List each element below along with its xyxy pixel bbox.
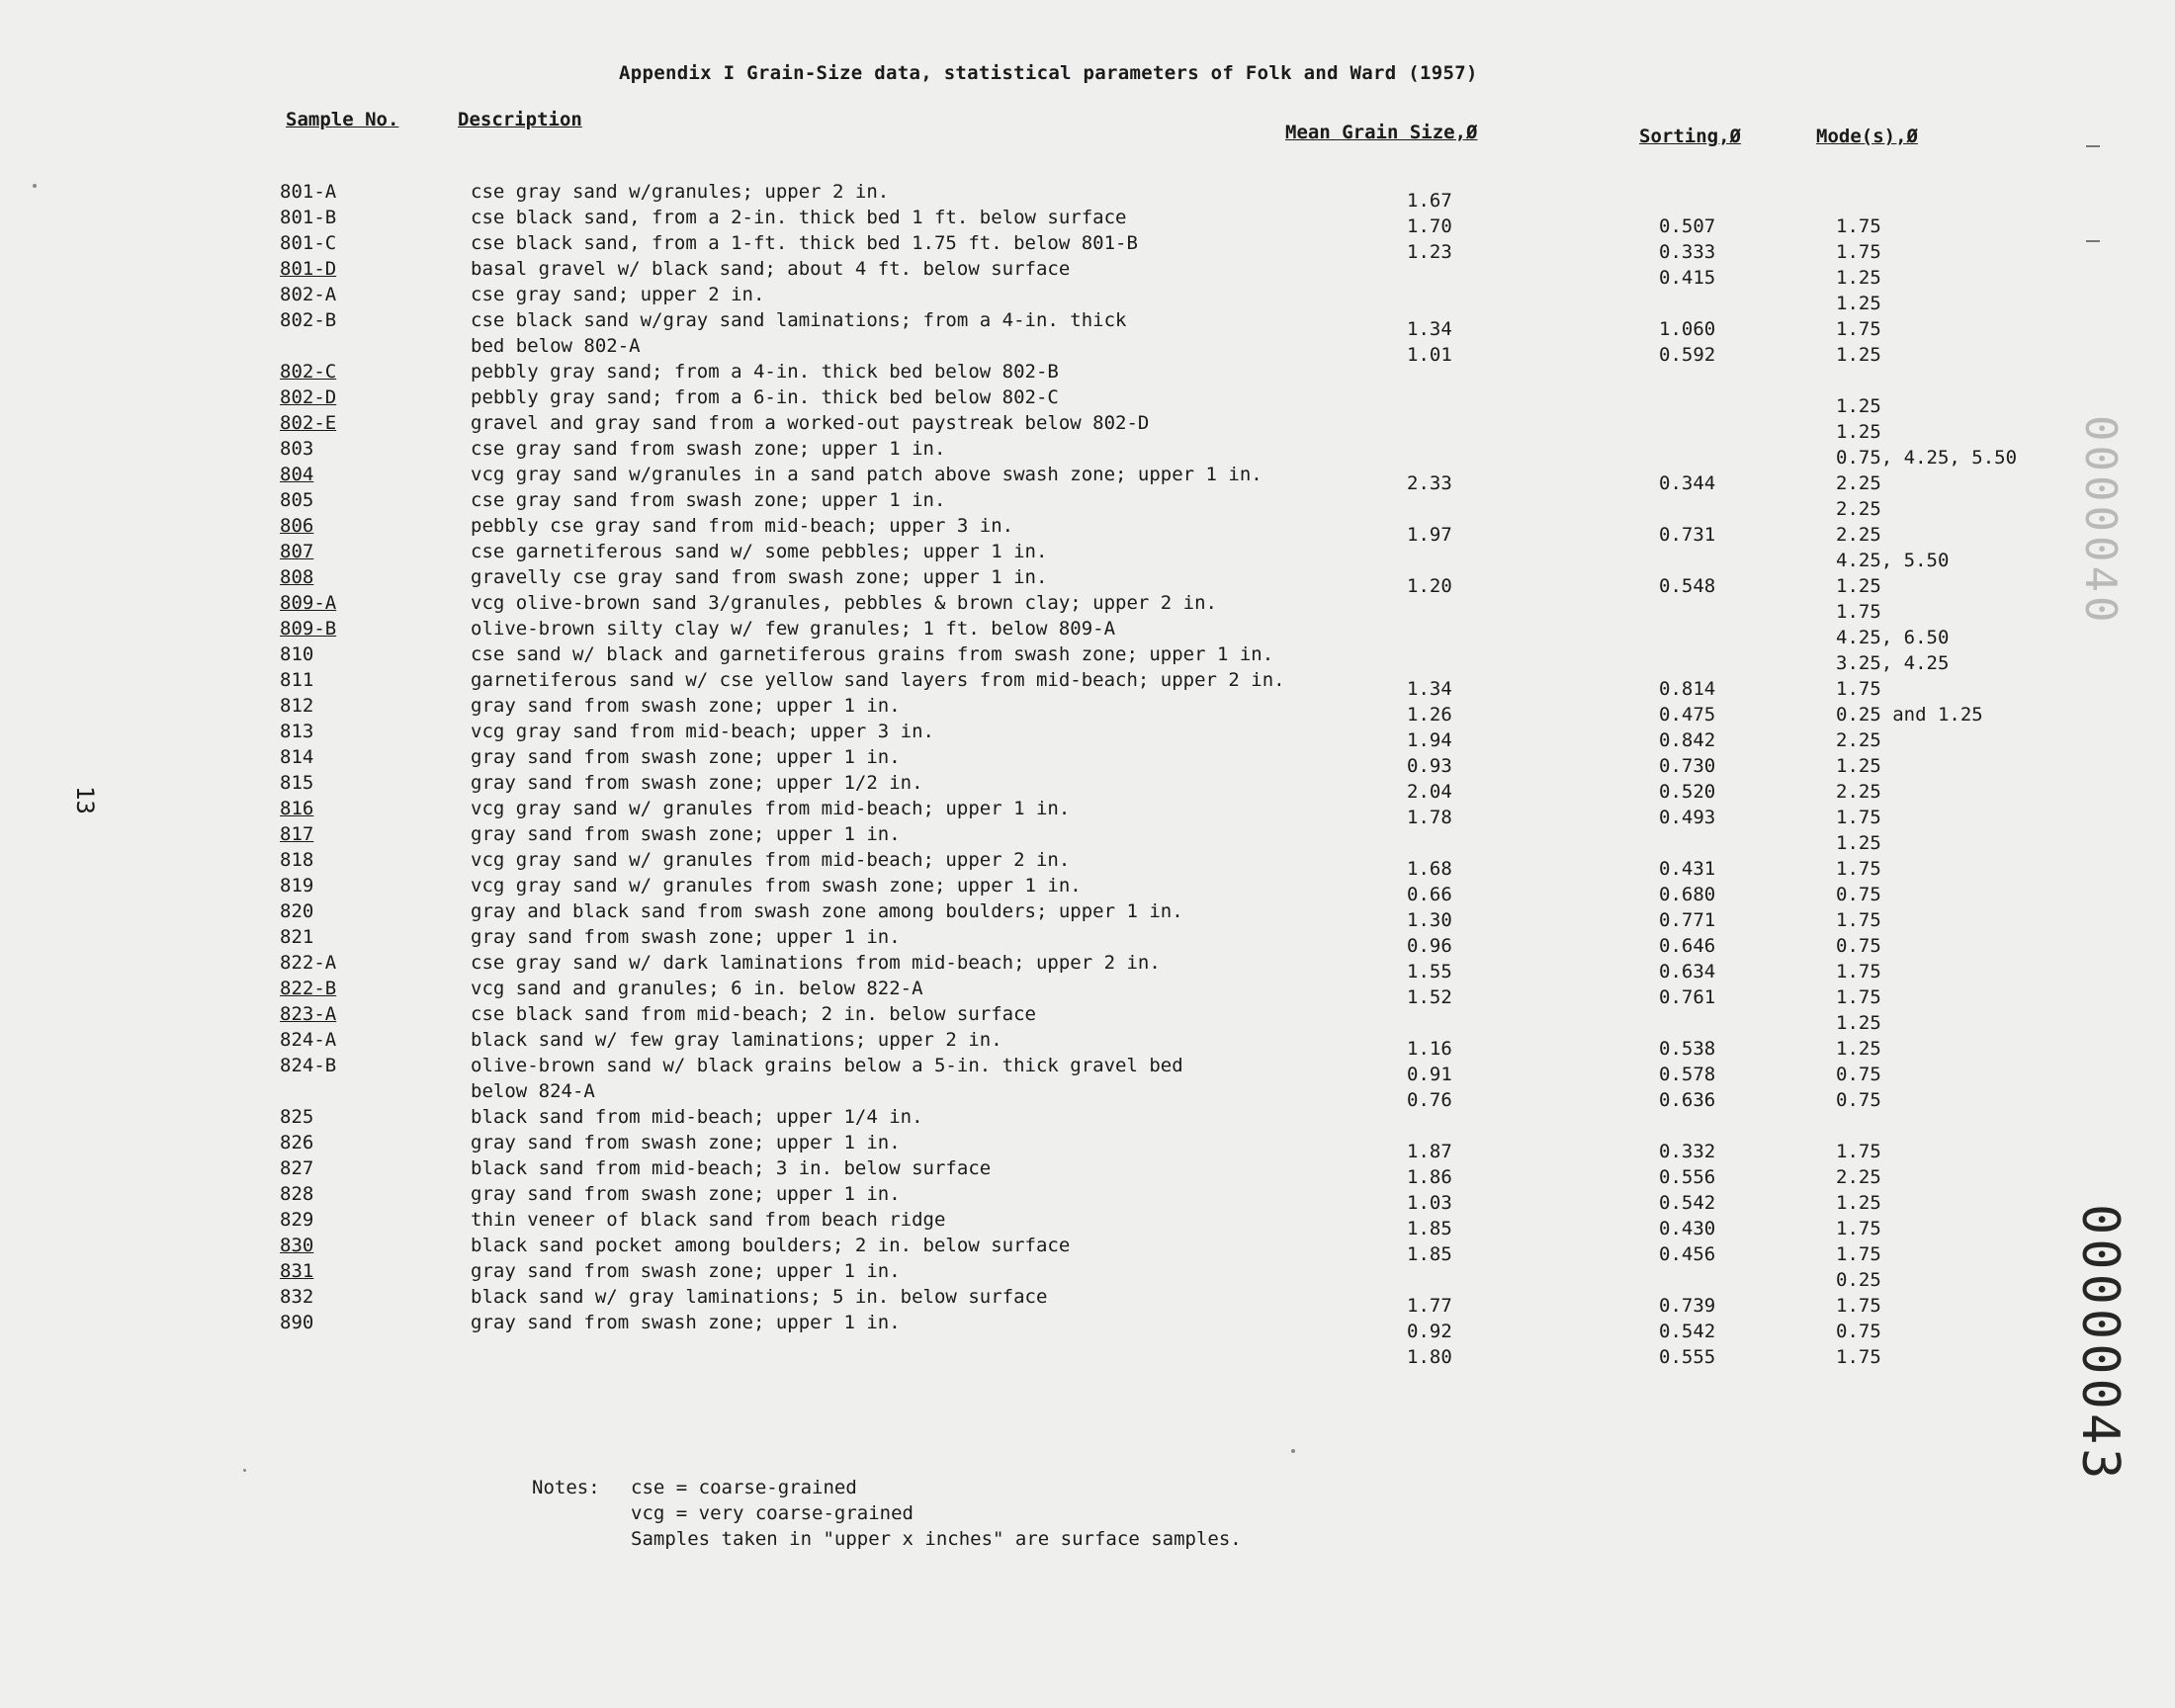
mean-grain-size: 2.33 bbox=[1407, 472, 1452, 494]
description: cse gray sand w/granules; upper 2 in. bbox=[471, 181, 890, 203]
sample-number: 801-C bbox=[280, 232, 337, 254]
table-row bbox=[0, 1132, 2175, 1162]
table-row bbox=[0, 1055, 2175, 1085]
notes-label: Notes: bbox=[532, 1477, 600, 1498]
table-row bbox=[0, 695, 2175, 726]
sample-number: 814 bbox=[280, 746, 314, 768]
sample-number: 803 bbox=[280, 438, 314, 460]
description: vcg gray sand w/ granules from swash zone; upper 1 in. bbox=[471, 875, 1082, 897]
mean-grain-size: 1.97 bbox=[1407, 524, 1452, 546]
description: gray sand from swash zone; upper 1/2 in. bbox=[471, 772, 923, 794]
description: black sand from mid-beach; 3 in. below surface bbox=[471, 1157, 992, 1179]
sorting-value: 0.592 bbox=[1659, 344, 1716, 366]
mean-grain-size: 1.01 bbox=[1407, 344, 1452, 366]
mean-grain-size: 1.23 bbox=[1407, 241, 1452, 263]
mode-value: 1.75 bbox=[1836, 1295, 1881, 1317]
mean-grain-size: 1.80 bbox=[1407, 1346, 1452, 1368]
description: gray sand from swash zone; upper 1 in. bbox=[471, 746, 901, 768]
mean-grain-size: 1.68 bbox=[1407, 858, 1452, 880]
mean-grain-size: 0.91 bbox=[1407, 1064, 1452, 1085]
description: bed below 802-A bbox=[471, 335, 641, 357]
faint-stamp-number: 0000040 bbox=[2075, 415, 2126, 627]
sorting-value: 0.542 bbox=[1659, 1192, 1716, 1214]
header-description: Description bbox=[458, 109, 582, 130]
sample-number: 810 bbox=[280, 643, 314, 665]
page-number: 13 bbox=[71, 786, 99, 814]
mean-grain-size: 1.78 bbox=[1407, 807, 1452, 828]
sorting-value: 0.761 bbox=[1659, 986, 1716, 1008]
description: gray sand from swash zone; upper 1 in. bbox=[471, 1312, 901, 1333]
sample-number: 830 bbox=[280, 1235, 314, 1256]
sorting-value: 0.333 bbox=[1659, 241, 1716, 263]
sample-number: 809-B bbox=[280, 618, 337, 640]
sample-number: 806 bbox=[280, 515, 314, 537]
sorting-value: 0.578 bbox=[1659, 1064, 1716, 1085]
description: vcg olive-brown sand 3/granules, pebbles & brown clay; upper 2 in. bbox=[471, 592, 1217, 614]
sample-number: 826 bbox=[280, 1132, 314, 1153]
sorting-value: 0.680 bbox=[1659, 884, 1716, 905]
description: cse gray sand; upper 2 in. bbox=[471, 284, 765, 305]
table-row bbox=[0, 1080, 2175, 1111]
mode-value: 0.75 bbox=[1836, 1089, 1881, 1111]
sample-number: 821 bbox=[280, 926, 314, 948]
sample-number: 820 bbox=[280, 900, 314, 922]
description: below 824-A bbox=[471, 1080, 595, 1102]
description: black sand from mid-beach; upper 1/4 in. bbox=[471, 1106, 923, 1128]
description: gray sand from swash zone; upper 1 in. bbox=[471, 1183, 901, 1205]
sample-number: 815 bbox=[280, 772, 314, 794]
table-row bbox=[0, 978, 2175, 1008]
mean-grain-size: 1.70 bbox=[1407, 215, 1452, 237]
mode-value: 1.75 bbox=[1836, 215, 1881, 237]
description: vcg gray sand from mid-beach; upper 3 in. bbox=[471, 721, 934, 742]
description: cse black sand, from a 2-in. thick bed 1 ft. below surface bbox=[471, 207, 1127, 228]
sample-number: 801-D bbox=[280, 258, 337, 280]
mode-value: 1.25 bbox=[1836, 293, 1881, 314]
mean-grain-size: 1.67 bbox=[1407, 190, 1452, 212]
sample-number: 804 bbox=[280, 464, 314, 485]
sample-number: 824-A bbox=[280, 1029, 337, 1051]
table-row bbox=[0, 746, 2175, 777]
mode-value: 1.75 bbox=[1836, 961, 1881, 982]
table-row bbox=[0, 1003, 2175, 1034]
sorting-value: 0.415 bbox=[1659, 267, 1716, 289]
sample-number: 828 bbox=[280, 1183, 314, 1205]
mode-value: 0.75, 4.25, 5.50 bbox=[1836, 447, 2018, 469]
mode-value: 1.75 bbox=[1836, 1218, 1881, 1239]
sample-number: 890 bbox=[280, 1312, 314, 1333]
sample-number: 822-A bbox=[280, 952, 337, 974]
sample-number: 811 bbox=[280, 669, 314, 691]
table-row bbox=[0, 566, 2175, 597]
mode-value: 1.25 bbox=[1836, 1012, 1881, 1034]
description: vcg sand and granules; 6 in. below 822-A bbox=[471, 978, 923, 999]
mean-grain-size: 1.26 bbox=[1407, 704, 1452, 726]
description: gravel and gray sand from a worked-out paystreak below 802-D bbox=[471, 412, 1150, 434]
description: gray sand from swash zone; upper 1 in. bbox=[471, 926, 901, 948]
sorting-value: 0.475 bbox=[1659, 704, 1716, 726]
mode-value: 1.75 bbox=[1836, 1141, 1881, 1162]
mean-grain-size: 1.86 bbox=[1407, 1166, 1452, 1188]
mean-grain-size: 1.30 bbox=[1407, 909, 1452, 931]
table-row bbox=[0, 335, 2175, 366]
speck-mark bbox=[33, 184, 37, 188]
mean-grain-size: 0.93 bbox=[1407, 755, 1452, 777]
mean-grain-size: 1.94 bbox=[1407, 729, 1452, 751]
mode-value: 1.25 bbox=[1836, 1192, 1881, 1214]
sorting-value: 0.636 bbox=[1659, 1089, 1716, 1111]
sorting-value: 0.730 bbox=[1659, 755, 1716, 777]
table-row bbox=[0, 721, 2175, 751]
table-row bbox=[0, 181, 2175, 212]
description: cse garnetiferous sand w/ some pebbles; upper 1 in. bbox=[471, 541, 1048, 562]
sorting-value: 0.493 bbox=[1659, 807, 1716, 828]
table-row bbox=[0, 232, 2175, 263]
sorting-value: 0.332 bbox=[1659, 1141, 1716, 1162]
table-title: Appendix I Grain-Size data, statistical parameters of Folk and Ward (1957) bbox=[619, 62, 1478, 84]
sample-number: 802-B bbox=[280, 309, 337, 331]
description: cse black sand, from a 1-ft. thick bed 1.75 ft. below 801-B bbox=[471, 232, 1138, 254]
table-row bbox=[0, 1157, 2175, 1188]
table-row bbox=[0, 952, 2175, 982]
sample-number: 802-C bbox=[280, 361, 337, 383]
sample-number: 825 bbox=[280, 1106, 314, 1128]
sample-number: 824-B bbox=[280, 1055, 337, 1076]
table-row bbox=[0, 1183, 2175, 1214]
description: vcg gray sand w/granules in a sand patch above swash zone; upper 1 in. bbox=[471, 464, 1262, 485]
sample-number: 801-A bbox=[280, 181, 337, 203]
sample-number: 808 bbox=[280, 566, 314, 588]
mode-value: 1.25 bbox=[1836, 1038, 1881, 1060]
mean-grain-size: 1.87 bbox=[1407, 1141, 1452, 1162]
sorting-value: 0.771 bbox=[1659, 909, 1716, 931]
table-row bbox=[0, 438, 2175, 469]
sample-number: 832 bbox=[280, 1286, 314, 1308]
table-row bbox=[0, 669, 2175, 700]
header-sample-no: Sample No. bbox=[286, 109, 399, 130]
description: gray and black sand from swash zone among boulders; upper 1 in. bbox=[471, 900, 1183, 922]
mode-value: 1.75 bbox=[1836, 807, 1881, 828]
sample-number: 823-A bbox=[280, 1003, 337, 1025]
mean-grain-size: 0.66 bbox=[1407, 884, 1452, 905]
sorting-value: 0.548 bbox=[1659, 575, 1716, 597]
table-row bbox=[0, 618, 2175, 648]
sorting-value: 0.634 bbox=[1659, 961, 1716, 982]
sample-number: 802-D bbox=[280, 386, 337, 408]
sorting-value: 0.739 bbox=[1659, 1295, 1716, 1317]
document-stamp-number: 00000043 bbox=[2070, 1204, 2130, 1484]
mean-grain-size: 1.16 bbox=[1407, 1038, 1452, 1060]
description: olive-brown silty clay w/ few granules; 1 ft. below 809-A bbox=[471, 618, 1116, 640]
mean-grain-size: 1.03 bbox=[1407, 1192, 1452, 1214]
sample-number: 801-B bbox=[280, 207, 337, 228]
description: gray sand from swash zone; upper 1 in. bbox=[471, 1260, 901, 1282]
sorting-value: 0.842 bbox=[1659, 729, 1716, 751]
mode-value: 0.75 bbox=[1836, 935, 1881, 957]
mode-value: 1.25 bbox=[1836, 421, 1881, 443]
description: black sand w/ few gray laminations; upper 2 in. bbox=[471, 1029, 1002, 1051]
table-row bbox=[0, 1260, 2175, 1291]
mode-value: 2.25 bbox=[1836, 498, 1881, 520]
mode-value: 1.25 bbox=[1836, 395, 1881, 417]
sample-number: 809-A bbox=[280, 592, 337, 614]
table-row bbox=[0, 849, 2175, 880]
mode-value: 2.25 bbox=[1836, 729, 1881, 751]
sample-number: 817 bbox=[280, 823, 314, 845]
sorting-value: 0.520 bbox=[1659, 781, 1716, 803]
mode-value: 2.25 bbox=[1836, 1166, 1881, 1188]
table-row bbox=[0, 386, 2175, 417]
table-row bbox=[0, 900, 2175, 931]
mode-value: 1.75 bbox=[1836, 318, 1881, 340]
description: vcg gray sand w/ granules from mid-beach; upper 1 in. bbox=[471, 798, 1071, 819]
mode-value: 2.25 bbox=[1836, 472, 1881, 494]
sorting-value: 0.344 bbox=[1659, 472, 1716, 494]
sample-number: 812 bbox=[280, 695, 314, 717]
table-row bbox=[0, 875, 2175, 905]
table-row bbox=[0, 1029, 2175, 1060]
description: cse gray sand from swash zone; upper 1 in. bbox=[471, 489, 946, 511]
mean-grain-size: 2.04 bbox=[1407, 781, 1452, 803]
mode-value: 4.25, 6.50 bbox=[1836, 627, 1950, 648]
mode-value: 0.75 bbox=[1836, 1064, 1881, 1085]
table-row bbox=[0, 541, 2175, 571]
table-row bbox=[0, 489, 2175, 520]
table-row bbox=[0, 1235, 2175, 1265]
table-row bbox=[0, 309, 2175, 340]
table-row bbox=[0, 1209, 2175, 1239]
sample-number: 818 bbox=[280, 849, 314, 871]
sample-number: 807 bbox=[280, 541, 314, 562]
description: gray sand from swash zone; upper 1 in. bbox=[471, 695, 901, 717]
sorting-value: 0.430 bbox=[1659, 1218, 1716, 1239]
description: gray sand from swash zone; upper 1 in. bbox=[471, 1132, 901, 1153]
table-row bbox=[0, 1337, 2175, 1368]
table-row bbox=[0, 207, 2175, 237]
description: cse black sand w/gray sand laminations; from a 4-in. thick bbox=[471, 309, 1127, 331]
mode-value: 0.25 bbox=[1836, 1269, 1881, 1291]
sample-number: 822-B bbox=[280, 978, 337, 999]
mode-value: 1.75 bbox=[1836, 1243, 1881, 1265]
mode-value: 1.25 bbox=[1836, 832, 1881, 854]
header-sorting: Sorting,Ø bbox=[1639, 126, 1741, 147]
description: gray sand from swash zone; upper 1 in. bbox=[471, 823, 901, 845]
description: pebbly gray sand; from a 4-in. thick bed below 802-B bbox=[471, 361, 1059, 383]
description: cse gray sand from swash zone; upper 1 in. bbox=[471, 438, 946, 460]
mean-grain-size: 1.85 bbox=[1407, 1243, 1452, 1265]
mode-value: 1.25 bbox=[1836, 344, 1881, 366]
sample-number: 819 bbox=[280, 875, 314, 897]
table-row bbox=[0, 464, 2175, 494]
mean-grain-size: 1.77 bbox=[1407, 1295, 1452, 1317]
sorting-value: 0.456 bbox=[1659, 1243, 1716, 1265]
sample-number: 802-A bbox=[280, 284, 337, 305]
mode-value: 0.75 bbox=[1836, 1321, 1881, 1342]
mode-value: 1.25 bbox=[1836, 267, 1881, 289]
mode-value: 1.75 bbox=[1836, 858, 1881, 880]
margin-dash bbox=[2086, 240, 2100, 242]
description: olive-brown sand w/ black grains below a 5-in. thick gravel bed bbox=[471, 1055, 1183, 1076]
sample-number: 829 bbox=[280, 1209, 314, 1231]
sample-number: 802-E bbox=[280, 412, 337, 434]
table-row bbox=[0, 823, 2175, 854]
mode-value: 1.75 bbox=[1836, 986, 1881, 1008]
table-row bbox=[0, 1312, 2175, 1342]
table-row bbox=[0, 361, 2175, 386]
description: gravelly cse gray sand from swash zone; upper 1 in. bbox=[471, 566, 1048, 588]
mean-grain-size: 1.52 bbox=[1407, 986, 1452, 1008]
description: cse sand w/ black and garnetiferous grains from swash zone; upper 1 in. bbox=[471, 643, 1274, 665]
description: cse gray sand w/ dark laminations from mid-beach; upper 2 in. bbox=[471, 952, 1161, 974]
sorting-value: 0.431 bbox=[1659, 858, 1716, 880]
mode-value: 1.75 bbox=[1836, 678, 1881, 700]
sample-number: 805 bbox=[280, 489, 314, 511]
description: pebbly cse gray sand from mid-beach; upper 3 in. bbox=[471, 515, 1014, 537]
description: pebbly gray sand; from a 6-in. thick bed below 802-C bbox=[471, 386, 1059, 408]
sorting-value: 0.507 bbox=[1659, 215, 1716, 237]
header-modes: Mode(s),Ø bbox=[1816, 126, 1918, 147]
mode-value: 1.25 bbox=[1836, 755, 1881, 777]
sorting-value: 0.542 bbox=[1659, 1321, 1716, 1342]
description: basal gravel w/ black sand; about 4 ft. below surface bbox=[471, 258, 1071, 280]
mean-grain-size: 0.96 bbox=[1407, 935, 1452, 957]
note-line: Samples taken in "upper x inches" are surface samples. bbox=[631, 1528, 1242, 1550]
mean-grain-size: 0.92 bbox=[1407, 1321, 1452, 1342]
description: cse black sand from mid-beach; 2 in. below surface bbox=[471, 1003, 1036, 1025]
table-row bbox=[0, 284, 2175, 314]
mode-value: 2.25 bbox=[1836, 524, 1881, 546]
note-line: vcg = very coarse-grained bbox=[631, 1502, 914, 1524]
mode-value: 1.75 bbox=[1836, 601, 1881, 623]
sorting-value: 0.814 bbox=[1659, 678, 1716, 700]
table-row bbox=[0, 592, 2175, 623]
sample-number: 813 bbox=[280, 721, 314, 742]
table-row bbox=[0, 798, 2175, 828]
speck-mark bbox=[243, 1469, 246, 1472]
table-row bbox=[0, 1106, 2175, 1132]
mode-value: 2.25 bbox=[1836, 781, 1881, 803]
mode-value: 4.25, 5.50 bbox=[1836, 550, 1950, 571]
mode-value: 1.25 bbox=[1836, 575, 1881, 597]
note-line: cse = coarse-grained bbox=[631, 1477, 857, 1498]
table-row bbox=[0, 515, 2175, 546]
mean-grain-size: 1.34 bbox=[1407, 678, 1452, 700]
table-row bbox=[0, 643, 2175, 674]
mode-value: 0.25 and 1.25 bbox=[1836, 704, 1983, 726]
sorting-value: 1.060 bbox=[1659, 318, 1716, 340]
table-row bbox=[0, 258, 2175, 289]
margin-dash bbox=[2086, 145, 2100, 147]
description: black sand w/ gray laminations; 5 in. below surface bbox=[471, 1286, 1048, 1308]
mode-value: 1.75 bbox=[1836, 241, 1881, 263]
mode-value: 1.75 bbox=[1836, 1346, 1881, 1368]
mode-value: 1.75 bbox=[1836, 909, 1881, 931]
sample-number: 816 bbox=[280, 798, 314, 819]
sorting-value: 0.555 bbox=[1659, 1346, 1716, 1368]
description: black sand pocket among boulders; 2 in. below surface bbox=[471, 1235, 1071, 1256]
table-row bbox=[0, 1286, 2175, 1317]
mean-grain-size: 1.85 bbox=[1407, 1218, 1452, 1239]
sorting-value: 0.538 bbox=[1659, 1038, 1716, 1060]
description: garnetiferous sand w/ cse yellow sand layers from mid-beach; upper 2 in. bbox=[471, 669, 1285, 691]
mean-grain-size: 1.20 bbox=[1407, 575, 1452, 597]
mean-grain-size: 0.76 bbox=[1407, 1089, 1452, 1111]
header-mean-grain-size: Mean Grain Size,Ø bbox=[1285, 122, 1478, 143]
mode-value: 3.25, 4.25 bbox=[1836, 652, 1950, 674]
sorting-value: 0.646 bbox=[1659, 935, 1716, 957]
sample-number: 827 bbox=[280, 1157, 314, 1179]
description: thin veneer of black sand from beach ridge bbox=[471, 1209, 946, 1231]
mean-grain-size: 1.34 bbox=[1407, 318, 1452, 340]
table-row bbox=[0, 412, 2175, 443]
description: vcg gray sand w/ granules from mid-beach; upper 2 in. bbox=[471, 849, 1071, 871]
table-row bbox=[0, 926, 2175, 957]
mean-grain-size: 1.55 bbox=[1407, 961, 1452, 982]
sample-number: 831 bbox=[280, 1260, 314, 1282]
sorting-value: 0.556 bbox=[1659, 1166, 1716, 1188]
speck-mark bbox=[1291, 1449, 1295, 1453]
mode-value: 0.75 bbox=[1836, 884, 1881, 905]
sorting-value: 0.731 bbox=[1659, 524, 1716, 546]
